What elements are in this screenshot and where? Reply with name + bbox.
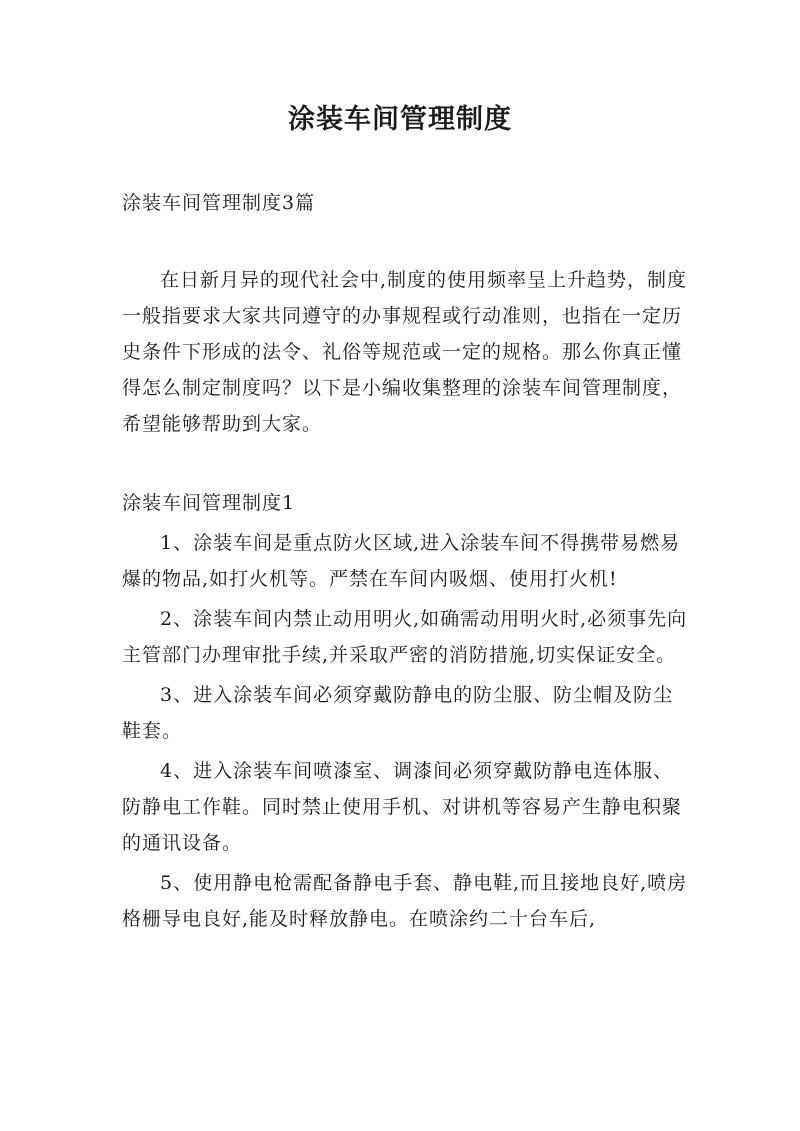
rules-list — [122, 525, 692, 941]
document-title: 涂装车间管理制度 — [288, 104, 512, 135]
section-heading: 涂装车间管理制度1 — [122, 492, 296, 514]
document-subtitle: 涂装车间管理制度3篇 — [122, 192, 316, 214]
rule-item: 3、进入涂装车间必须穿戴防静电的防尘服、防尘帽及防尘鞋套。 — [122, 684, 674, 742]
rule-item: 2、涂装车间内禁止动用明火,如确需动用明火时,必须事先向主管部门办理审批手续,并采取严密的消防措施,切实保证安全。 — [122, 608, 688, 666]
rule-item: 5、使用静电枪需配备静电手套、静电鞋,而且接地良好,喷房格栅导电良好,能及时释放静电。在喷涂约二十台车后, — [122, 872, 688, 930]
intro-paragraph: 在日新月异的现代社会中,制度的使用频率呈上升趋势，制度一般指要求大家共同遵守的办事规程或行动准则，也指在一定历史条件下形成的法令、礼俗等规范或一定的规格。那么你真正懂得怎么制定制度吗？以下是小编收集整理的涂装车间管理制度，希望能够帮助到大家。 — [122, 269, 688, 435]
rule-item: 1、涂装车间是重点防火区域,进入涂装车间不得携带易燃易爆的物品,如打火机等。严禁在车间内吸烟、使用打火机! — [122, 532, 681, 590]
rule-item: 4、进入涂装车间喷漆室、调漆间必须穿戴防静电连体服、防静电工作鞋。同时禁止使用手机、对讲机等容易产生静电积聚的通讯设备。 — [122, 760, 683, 854]
